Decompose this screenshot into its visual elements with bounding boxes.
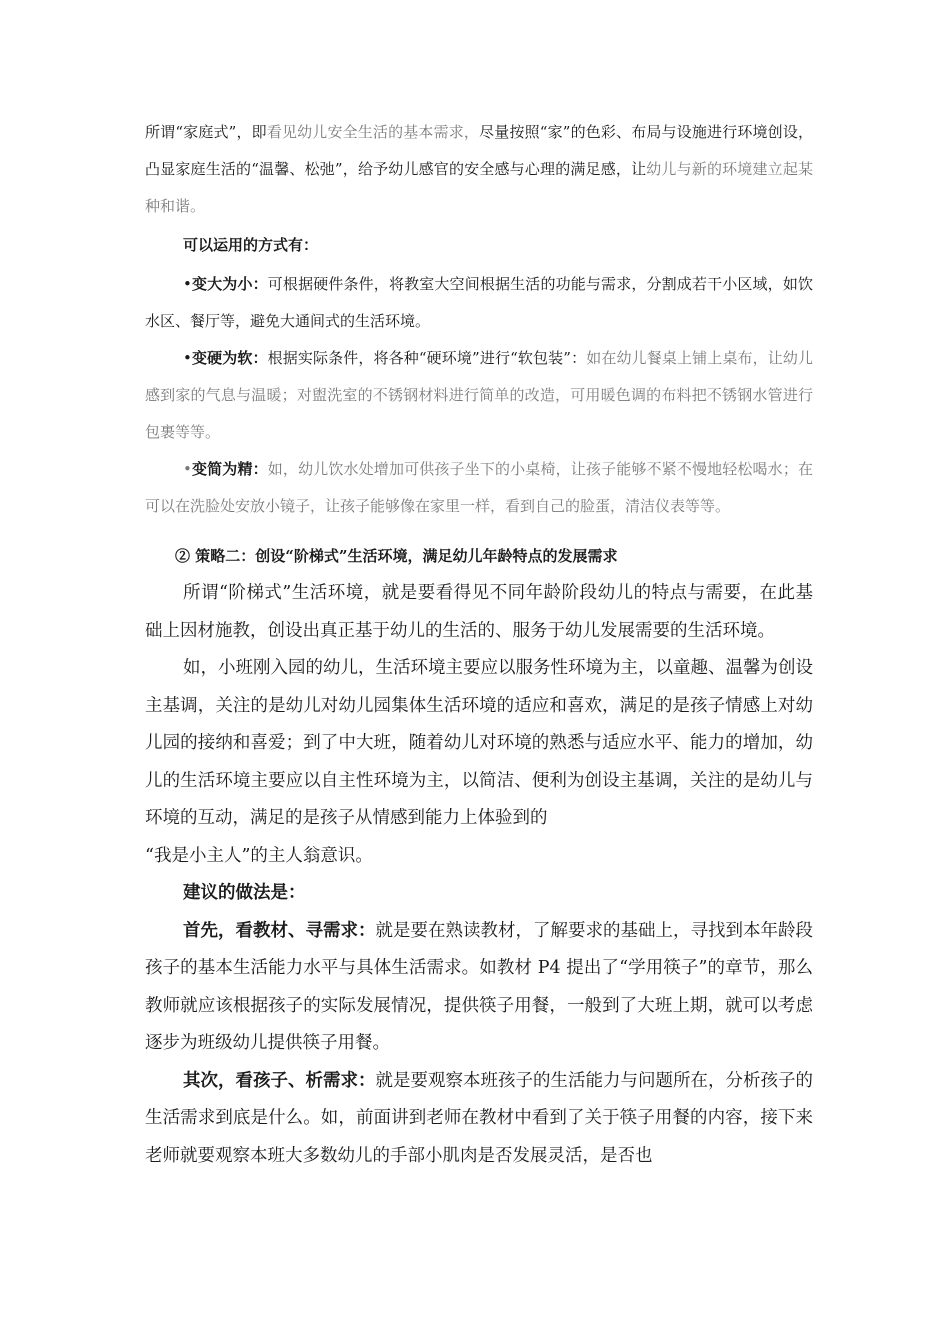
suggest-heading: 建议的做法是： [183, 883, 306, 903]
bullet-hard-to-soft [145, 340, 813, 451]
bullet-text: 可根据硬件条件，将教室大空间根据生活的功能与需求，分割成若干小区域，如饮水区、餐厅等，避免大通间式的生活环境。 [145, 275, 813, 330]
bullet-marker: • [183, 460, 192, 478]
paragraph-3-label: 首先，看教材、寻需求： [183, 920, 376, 941]
strategy-two-paragraph-3 [145, 913, 813, 1063]
strategy-two-paragraph-2 [145, 650, 813, 875]
intro-paragraph [145, 114, 813, 225]
strategy-two-title: ② 策略二：创设“阶梯式”生活环境，满足幼儿年龄特点的发展需求 [175, 547, 618, 565]
bullet-label: 变简为精： [191, 460, 268, 478]
intro-grey-2: 幼儿与新的环境建立起某种和谐。 [145, 160, 813, 215]
family-style-section [145, 114, 813, 525]
bullet-marker: • [183, 275, 192, 293]
bullet-marker: • [183, 349, 192, 367]
bullet-simple-to-fine [145, 451, 813, 525]
paragraph-4-text: 就是要观察本班孩子的生活能力与问题所在，分析孩子的生活需求到底是什么。如，前面讲到老师在教材中看到了关于筷子用餐的内容，接下来老师就要观察本班大多数幼儿的手部小肌肉是否发展灵活，是否也 [145, 1070, 813, 1166]
bullet-label: 变硬为软： [191, 349, 268, 367]
strategy-two-section [145, 538, 813, 1175]
bullet-label: 变大为小： [191, 275, 268, 293]
bullet-text: 根据实际条件，将各种“硬环境”进行“软包装”： [267, 349, 587, 367]
paragraph-3-text: 就是要在熟读教材，了解要求的基础上，寻找到本年龄段孩子的基本生活能力水平与具体生活需求。如教材 P4 提出了“学用筷子”的章节，那么教师就应该根据孩子的实际发展情况，提供筷子用餐，一般到了大班上期，就可以考虑逐步为班级幼儿提供筷子用餐。 [145, 920, 813, 1053]
paragraph-2-text: 如，小班刚入园的幼儿，生活环境主要应以服务性环境为主，以童趣、温馨为创设主基调，关注的是幼儿对幼儿园集体生活环境的适应和喜欢，满足的是孩子情感上对幼儿园的接纳和喜爱；到了中大班，随着幼儿对环境的熟悉与适应水平、能力的增加，幼儿的生活环境主要应以自主性环境为主，以简洁、便利为创设主基调，关注的是幼儿与环境的互动，满足的是孩子从情感到能力上体验到的 [145, 658, 813, 828]
intro-text-2: 尽量按照“家”的色彩、布局与设施进行环境创设，凸显家庭生活的“温馨、松弛”，给予幼儿感官的安全感与心理的满足感，让 [145, 123, 814, 178]
paragraph-2-tail: “我是小主人”的主人翁意识。 [145, 845, 373, 866]
strategy-two-paragraph-4 [145, 1063, 813, 1176]
paragraph-4-label: 其次，看孩子、析需求： [183, 1070, 376, 1091]
strategy-two-paragraph-1: 所谓“阶梯式”生活环境，就是要看得见不同年龄阶段幼儿的特点与需要，在此基础上因材施教，创设出真正基于幼儿的生活的、服务于幼儿发展需要的生活环境。 [145, 583, 813, 641]
strategy-two-body [145, 575, 813, 1175]
bullet-grey-text: 如在幼儿餐桌上铺上桌布，让幼儿感到家的气息与温暖；对盥洗室的不锈钢材料进行简单的改造，可用暖色调的布料把不锈钢水管进行包裹等等。 [145, 349, 813, 441]
intro-text-1: 所谓“家庭式”，即 [145, 123, 267, 141]
intro-grey-1: 看见幼儿安全生活的基本需求， [266, 123, 480, 141]
methods-heading: 可以运用的方式有： [183, 236, 319, 254]
bullet-grey-text: 如，幼儿饮水处增加可供孩子坐下的小桌椅，让孩子能够不紧不慢地轻松喝水；在可以在洗脸处安放小镜子，让孩子能够像在家里一样，看到自己的脸蛋，清洁仪表等等。 [145, 460, 813, 515]
bullet-big-to-small [145, 266, 813, 340]
